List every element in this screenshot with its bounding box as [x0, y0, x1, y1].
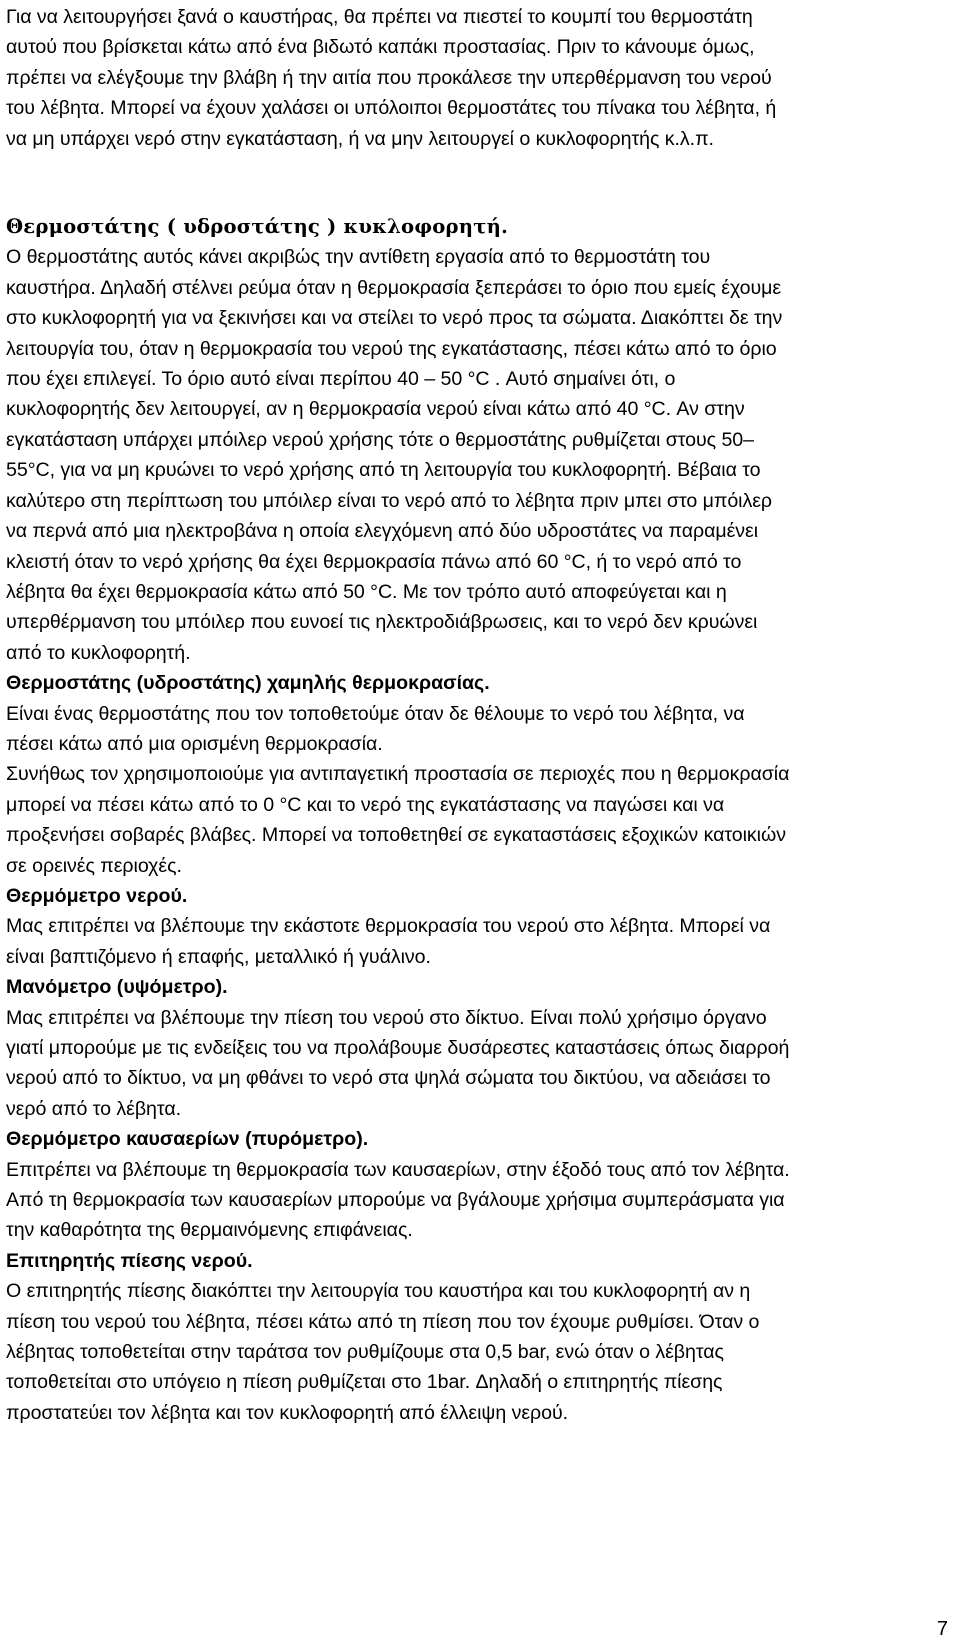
intro-paragraph: Για να λειτουργήσει ξανά ο καυστήρας, θα πρέπει να πιεστεί το κουμπί του θερμοστάτη αυτού που βρίσκεται κάτω από ένα βιδωτό καπάκι προστασίας. Πριν το κάνουμε όμως, πρέπει να ελέγξουμε την βλάβη ή την αιτία που προκάλεσε την υπερθέρμανση του νερού του λέβητα. Μπορεί να έχουν χαλάσει οι υπόλοιποι θερμοστάτες του πίνακα του λέβητα, ή να μη υπάρχει νερό στην εγκατάσταση, ή να μην λειτουργεί ο κυκλοφορητής κ.λ.π. — [6, 6, 777, 150]
document-page — [6, 2, 954, 1428]
circulator-thermostat-paragraph: Ο θερμοστάτης αυτός κάνει ακριβώς την αντίθετη εργασία από το θερμοστάτη του καυστήρα. Δηλαδή στέλνει ρεύμα όταν η θερμοκρασία ξεπεράσει το όριο που εμείς έχουμε στο κυκλοφορητή για να ξεκινήσει και να στείλει το νερό προς τα σώματα. Διακόπτει δε την λειτουργία του, όταν η θερμοκρασία του νερού της εγκατάστασης, πέσει κάτω από το όριο που έχει επιλεγεί. Το όριο αυτό είναι περίπου 40 – 50 °C . Αυτό σημαίνει ότι, ο κυκλοφορητής δεν λειτουργεί, αν η θερμοκρασία νερού είναι κάτω από 40 °C. Αν στην εγκατάσταση υπάρχει μπόιλερ νερού χρήσης τότε ο θερμοστάτης ρυθμίζεται στους 50– 55°C, για να μη κρυώνει το νερό χρήσης από τη λειτουργία του κυκλοφορητή. Βέβαια το καλύτερο στη περίπτωση του μπόιλερ είναι το νερό από το λέβητα πριν μπει στο μπόιλερ να περνά από μια ηλεκτροβάνα η οποία ελεγχόμενη από δύο υδροστάτες να παραμένει κλειστή όταν το νερό χρήσης θα έχει θερμοκρασία πάνω από 60 °C, ή το νερό από το λέβητα θα έχει θερμοκρασία κάτω από 50 °C. Με τον τρόπο αυτό αποφεύγεται και η υπερθέρμανση του μπόιλερ που ευνοεί τις ηλεκτροδιάβρωσεις, και το νερό δεν κρυώνει από το κυκλοφορητή. — [6, 246, 783, 664]
water-thermometer-paragraph: Μας επιτρέπει να βλέπουμε την εκάστοτε θερμοκρασία του νερού στο λέβητα. Μπορεί να είναι βαπτιζόμενο ή επαφής, μεταλλικό ή γυάλινο. — [6, 915, 771, 968]
water-pressure-monitor-heading: Επιτηρητής πίεσης νερού. — [6, 1249, 253, 1272]
flue-gas-thermometer-paragraph: Επιτρέπει να βλέπουμε τη θερμοκρασία των καυσαερίων, στην έξοδό τους από τον λέβητα. Από τη θερμοκρασία των καυσαερίων μπορούμε να βγάλουμε χρήσιμα συμπεράσματα για την καθαρότητα της θερμαινόμενης επιφάνειας. — [6, 1158, 790, 1242]
manometer-heading: Μανόμετρο (υψόμετρο). — [6, 976, 228, 999]
page-number: 7 — [936, 1618, 948, 1640]
paragraph-gap — [6, 154, 954, 212]
manometer-paragraph: Μας επιτρέπει να βλέπουμε την πίεση του νερού στο δίκτυο. Είναι πολύ χρήσιμο όργανο γιατί μπορούμε με τις ενδείξεις του να προλάβουμε δυσάρεστες καταστάσεις όπως διαρροή νερού από το δίκτυο, να μη φθάνει το νερό στα ψηλά σώματα του δικτύου, να αδειάσει το νερό από το λέβητα. — [6, 1006, 790, 1120]
low-temperature-thermostat-heading: Θερμοστάτης (υδροστάτης) χαμηλής θερμοκρασίας. — [6, 672, 490, 695]
circulator-thermostat-heading: Θερμοστάτης ( υδροστάτης ) κυκλοφορητή. — [6, 215, 509, 239]
water-thermometer-heading: Θερμόμετρο νερού. — [6, 884, 188, 907]
low-temperature-thermostat-paragraph: Είναι ένας θερμοστάτης που τον τοποθετούμε όταν δε θέλουμε το νερό του λέβητα, να πέσει κάτω από μια ορισμένη θερμοκρασία. Συνήθως τον χρησιμοποιούμε για αντιπαγετική προστασία σε περιοχές που η θερμοκρασία μπορεί να πέσει κάτω από το 0 °C και το νερό της εγκατάστασης να παγώσει και να προξενήσει σοβαρές βλάβες. Μπορεί να τοποθετηθεί σε εγκαταστάσεις εξοχικών κατοικιών σε ορεινές περιοχές. — [6, 702, 790, 877]
flue-gas-thermometer-heading: Θερμόμετρο καυσαερίων (πυρόμετρο). — [6, 1128, 369, 1151]
water-pressure-monitor-paragraph: Ο επιτηρητής πίεσης διακόπτει την λειτουργία του καυστήρα και του κυκλοφορητή αν η πίεση του νερού του λέβητα, πέσει κάτω από τη πίεση που τον έχουμε ρυθμίσει. Όταν ο λέβητας τοποθετείται στην ταράτσα τον ρυθμίζουμε στα 0,5 bar, ενώ όταν ο λέβητας τοποθετείται στο υπόγειο η πίεση ρυθμίζεται στο 1bar. Δηλαδή ο επιτηρητής πίεσης προστατεύει τον λέβητα και τον κυκλοφορητή από έλλειψη νερού. — [6, 1280, 760, 1424]
